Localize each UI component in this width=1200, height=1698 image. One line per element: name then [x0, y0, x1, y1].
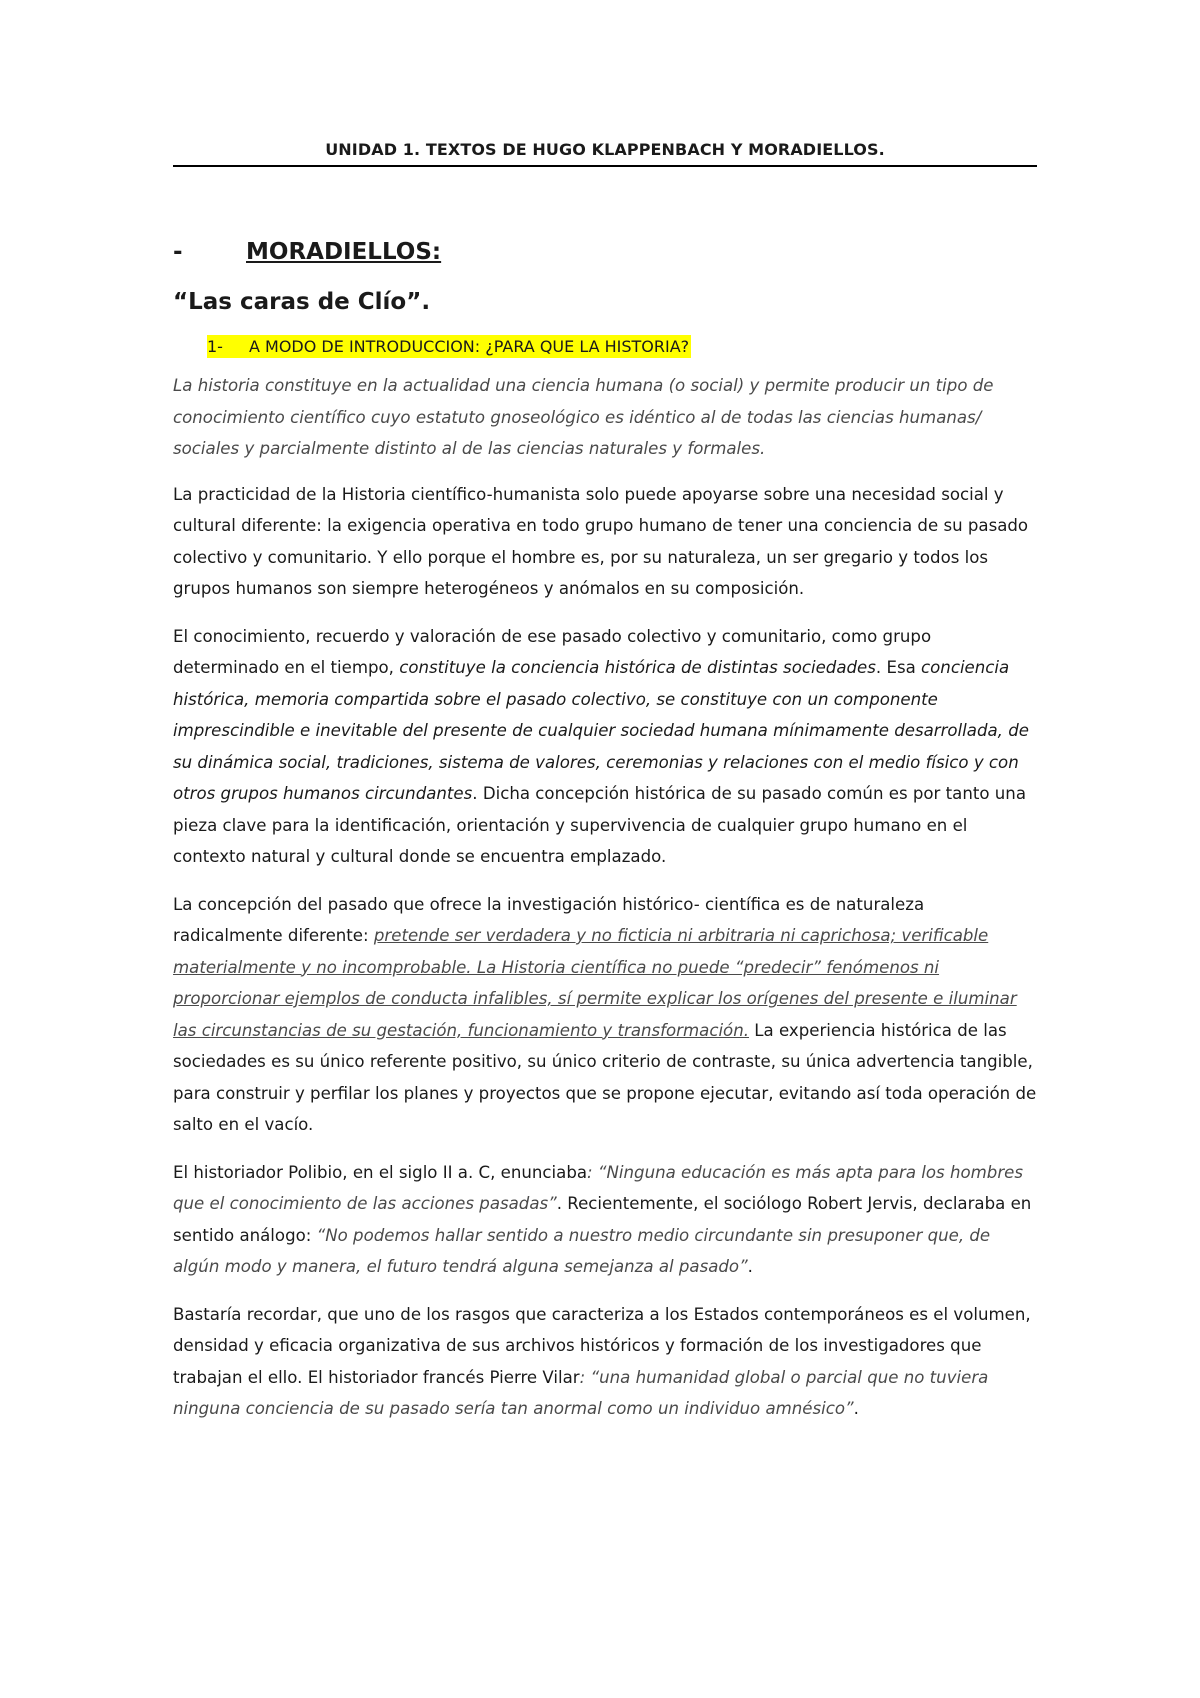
subsection-title: A MODO DE INTRODUCCION: ¿PARA QUE LA HISTORIA?: [249, 337, 690, 356]
book-title: “Las caras de Clío”.: [173, 289, 431, 315]
subsection-heading: [207, 337, 1037, 356]
paragraph-3-text-e: . Dicha concepción histórica de su pasado común es por tanto una pieza clave para la identificación, orientación y supervivencia de cualquier grupo humano en el contexto natural y cultural donde se encuentra emplazado.: [173, 784, 1026, 866]
paragraph-5-quote-d: “No podemos hallar sentido a nuestro medio circundante sin presuponer que, de algún modo y manera, el futuro tendrá alguna semejanza al pasado”: [173, 1225, 991, 1276]
paragraph-6-text-c: .: [853, 1399, 859, 1418]
paragraph-6-text-a: Bastaría recordar, que uno de los rasgos que caracteriza a los Estados contemporáneos es el volumen, densidad y eficacia organizativa de sus archivos históricos y formación de los investigadores que trabajan el ello. El historiador francés Pierre Vilar: [173, 1304, 1031, 1387]
section-heading: [173, 239, 1037, 265]
paragraph-5: [173, 1157, 1037, 1283]
section-dash: -: [173, 239, 183, 265]
paragraph-5-quote-b: : “Ninguna educación es más apta para los hombres que el conocimiento de las acciones pasadas”: [173, 1162, 1023, 1213]
paragraph-3-italic-d: conciencia histórica, memoria compartida sobre el pasado colectivo, se constituye con un componente imprescindible e inevitable del presente de cualquier sociedad humana mínimamente desarrollada, de su dinámica social, tradiciones, sistema de valores, ceremonias y relaciones con el medio físico y con otros grupos humanos circundantes: [173, 658, 1029, 803]
highlighted-heading: [207, 335, 691, 358]
document-header: UNIDAD 1. TEXTOS DE HUGO KLAPPENBACH Y MORADIELLOS.: [173, 140, 1037, 167]
paragraph-5-text-a: El historiador Polibio, en el siglo II a. C, enunciaba: [173, 1162, 588, 1182]
paragraph-3-text-c: . Esa: [875, 658, 922, 677]
paragraph-6-quote-b: : “una humanidad global o parcial que no tuviera ninguna conciencia de su pasado sería tan anormal como un individuo amnésico”: [173, 1367, 989, 1418]
paragraph-5-text-c: . Recientemente, el sociólogo Robert Jervis, declaraba en sentido análogo:: [173, 1194, 1032, 1245]
paragraph-3-text-a: El conocimiento, recuerdo y valoración de ese pasado colectivo y comunitario, como grupo determinado en el tiempo,: [173, 626, 932, 677]
paragraph-4-text-c: La experiencia histórica de las sociedades es su único referente positivo, su único criterio de contraste, su única advertencia tangible, para construir y perfilar los planes y proyectos que se propone ejecutar, evitando así toda operación de salto en el vacío.: [173, 1020, 1037, 1134]
section-name: MORADIELLOS:: [246, 239, 442, 265]
document-page: [173, 140, 1037, 1425]
paragraph-4: [173, 889, 1037, 1141]
paragraph-4-underlined-b: pretende ser verdadera y no ficticia ni arbitraria ni caprichosa; verificable materialmente y no incomprobable. La Historia científica no puede “predecir” fenómenos ni proporcionar ejemplos de conducta infalibles, sí permite explicar los orígenes del presente e iluminar las circunstancias de su gestación, funcionamiento y transformación.: [173, 926, 1017, 1040]
subsection-number: 1-: [207, 337, 223, 356]
paragraph-1: La historia constituye en la actualidad una ciencia humana (o social) y permite producir un tipo de conocimiento científico cuyo estatuto gnoseológico es idéntico al de todas las ciencias humanas/ sociales y parcialmente distinto al de las ciencias naturales y formales.: [173, 376, 994, 458]
paragraph-2: La practicidad de la Historia científico-humanista solo puede apoyarse sobre una necesidad social y cultural diferente: la exigencia operativa en todo grupo humano de tener una conciencia de su pasado colectivo y comunitario. Y ello porque el hombre es, por su naturaleza, un ser gregario y todos los grupos humanos son siempre heterogéneos y anómalos en su composición.: [173, 484, 1029, 598]
paragraph-6: [173, 1299, 1037, 1425]
paragraph-3: [173, 621, 1037, 873]
paragraph-3-italic-b: constituye la conciencia histórica de distintas sociedades: [399, 658, 876, 677]
paragraph-4-text-a: La concepción del pasado que ofrece la investigación histórico- científica es de naturaleza radicalmente diferente:: [173, 894, 925, 945]
paragraph-5-text-e: .: [747, 1257, 753, 1276]
